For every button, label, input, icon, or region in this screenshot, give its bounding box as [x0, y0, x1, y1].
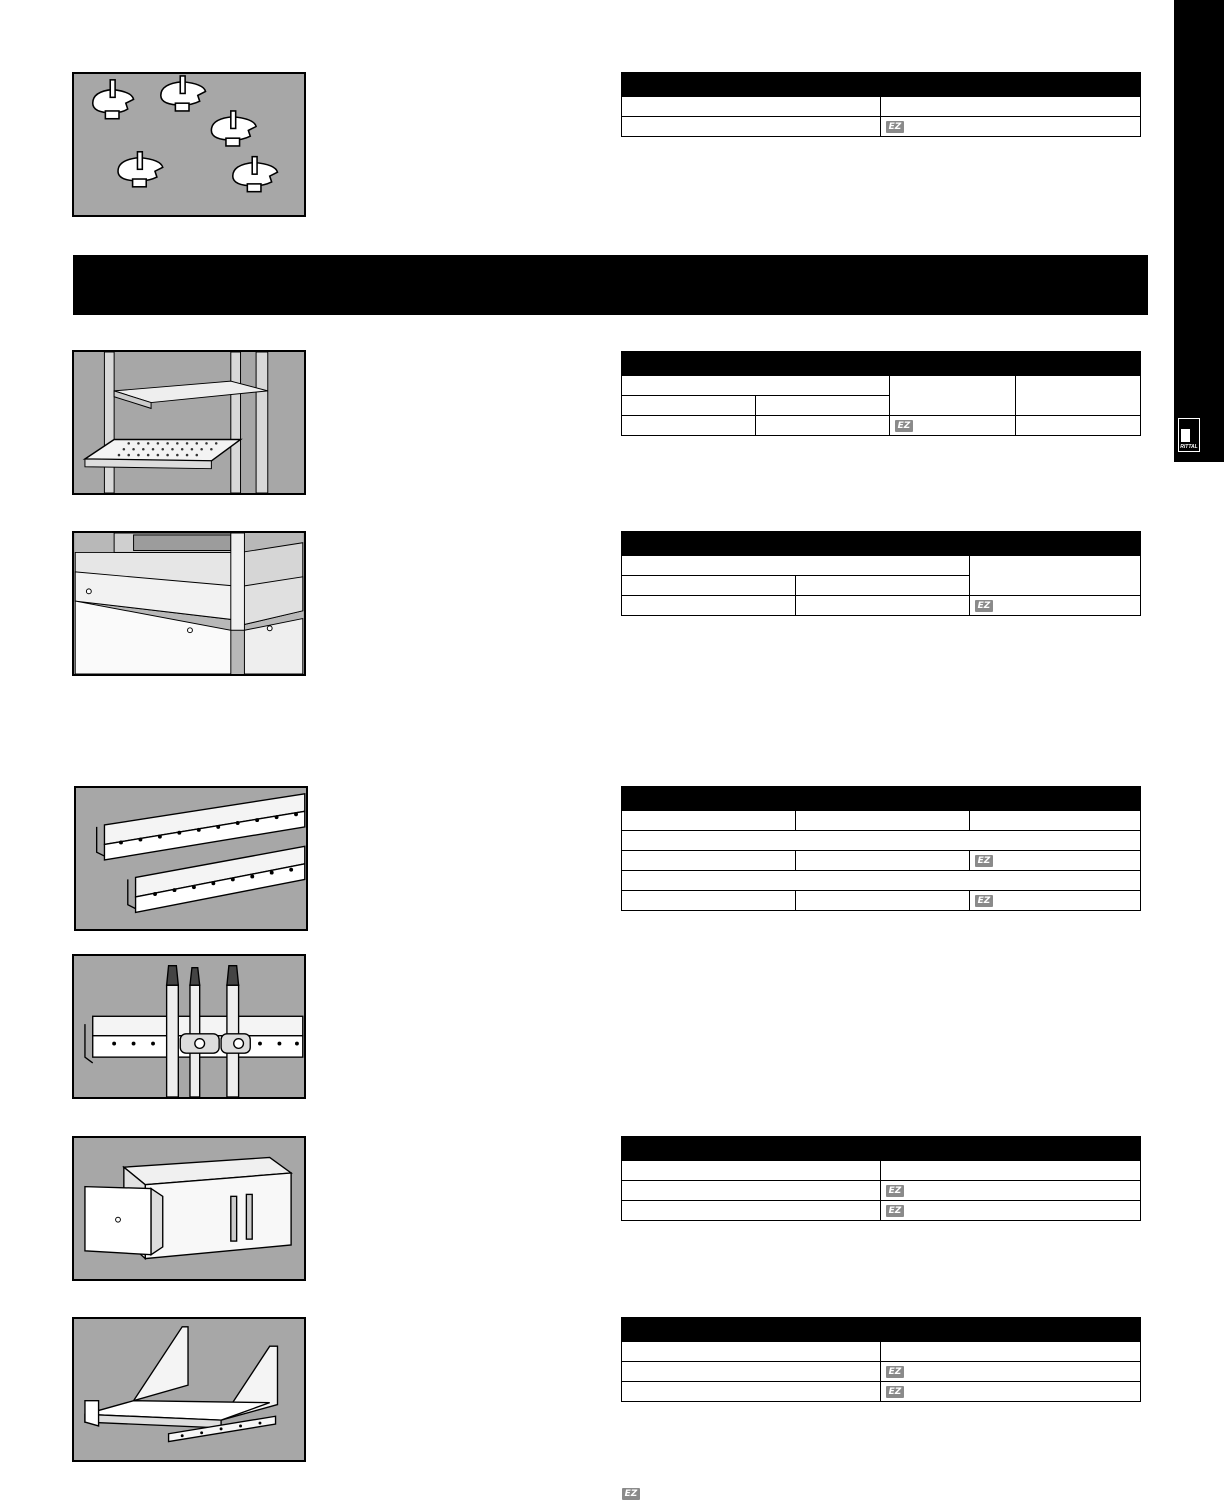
table-row: [622, 871, 1141, 891]
table-header: [622, 787, 1141, 811]
table-row: [622, 891, 1141, 911]
table-row: [622, 811, 1141, 831]
table-row: [622, 1201, 1141, 1221]
cantilever-shelf-icon: [74, 1319, 304, 1460]
spec-table-7: [621, 1317, 1141, 1402]
ez-mark: EZ: [886, 1366, 904, 1378]
table-header: [622, 73, 1141, 97]
table-row: [622, 1382, 1141, 1402]
spec-table-1: [621, 72, 1141, 137]
ez-mark: EZ: [886, 1205, 904, 1217]
spec-table-2: [621, 351, 1141, 436]
ez-mark: EZ: [886, 1386, 904, 1398]
table-row: [622, 1342, 1141, 1362]
table-row: [622, 851, 1141, 871]
ez-mark: EZ: [886, 121, 904, 133]
table-row: [622, 416, 1141, 436]
table-header: [622, 352, 1141, 376]
section-banner: [73, 255, 1148, 315]
side-tab: [1174, 0, 1224, 462]
product-photo-drawer: [72, 1136, 306, 1281]
table-row: [622, 1161, 1141, 1181]
table-row: [622, 376, 1141, 396]
table-header: [622, 532, 1141, 556]
spec-table-4: [621, 786, 1141, 911]
table-row: [622, 117, 1141, 137]
table-header: [622, 1318, 1141, 1342]
ez-mark: EZ: [975, 600, 993, 612]
table-row: [622, 596, 1141, 616]
product-photo-sliding-shelf: [72, 350, 306, 495]
product-photo-plinth: [72, 531, 306, 676]
grounding-rails-icon: [76, 788, 306, 929]
rittal-logo: [1178, 418, 1200, 452]
table-row: [622, 556, 1141, 576]
spec-table-6: [621, 1136, 1141, 1221]
table-row: [622, 1362, 1141, 1382]
product-photo-leveling-feet: [72, 72, 306, 217]
product-photo-cantilever-shelf: [72, 1317, 306, 1462]
table-row: [622, 1181, 1141, 1201]
footer-ez-mark: EZ: [622, 1488, 640, 1500]
table-row: [622, 831, 1141, 851]
logo-block: [1181, 429, 1190, 442]
product-photo-grounding-rails: [74, 786, 308, 931]
leveling-feet-icon: [74, 74, 304, 215]
logo-text: RITTAL: [1180, 444, 1198, 450]
ez-mark: EZ: [886, 1185, 904, 1197]
spec-table-3: [621, 531, 1141, 616]
sliding-shelf-icon: [74, 352, 304, 493]
ez-mark: EZ: [975, 895, 993, 907]
table-row: [622, 97, 1141, 117]
drawer-icon: [74, 1138, 304, 1279]
plinth-base-icon: [74, 533, 304, 674]
product-photo-cable-clamp-rail: [72, 954, 306, 1099]
ez-mark: EZ: [895, 420, 913, 432]
ez-mark: EZ: [975, 855, 993, 867]
cable-clamp-rail-icon: [74, 956, 304, 1097]
table-header: [622, 1137, 1141, 1161]
